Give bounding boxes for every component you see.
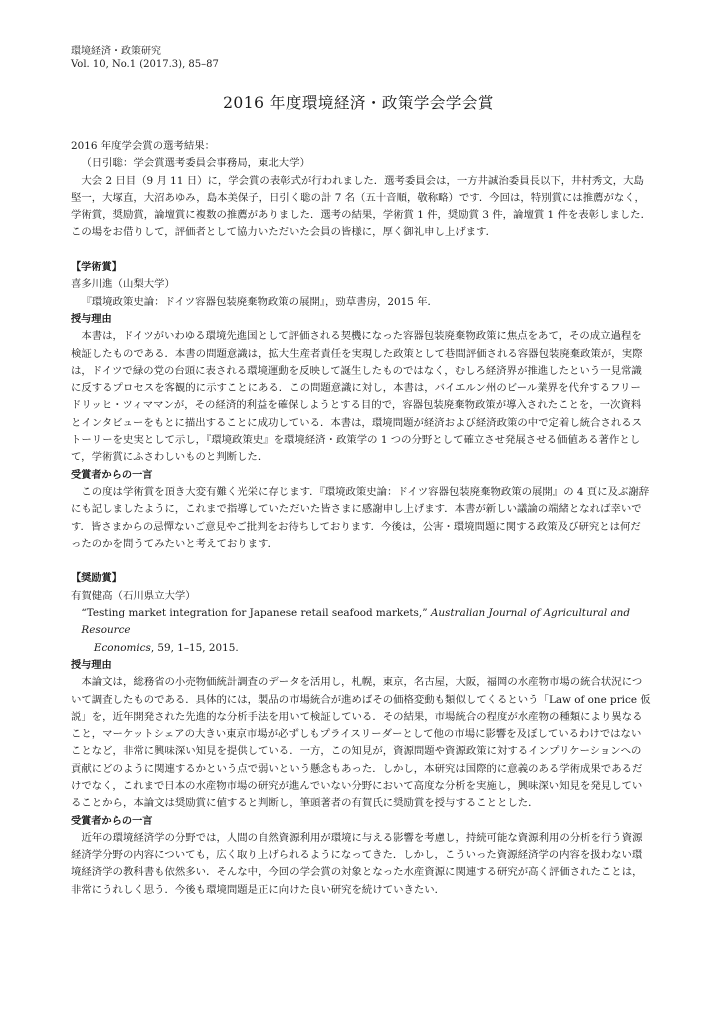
journal-name: 環境経済・政策研究 bbox=[71, 46, 161, 57]
reference-title: “Testing market integration for Japanese retail seafood markets,” bbox=[81, 607, 428, 620]
academic-comment-heading: 受賞者からの一言 bbox=[71, 469, 153, 481]
volume-info: Vol. 10, No.1 (2017.3), 85–87 bbox=[71, 59, 219, 70]
article-body bbox=[71, 138, 651, 899]
intro-paragraph: 大会 2 日目（9 月 11 日）に，学会賞の表彰式が行われました．選考委員会は，一方井誠治委員長以下，井村秀文，大島堅一，大塚直，大沼あゆみ，島本美保子，日引く聡の計 7 名（五十音順，敬称略）です．今回は，特別賞には推薦がなく，学術賞，奨励賞，論壇賞に複数の推薦がありました．選考の結果，学術賞 1 件，奨励賞 3 件，論壇賞 1 件を表彰しました．この場をお借りして，評価者として協力いただいた会員の皆様に，厚く御礼申し上げます． bbox=[71, 174, 651, 239]
page-title: 2016 年度環境経済・政策学会学会賞 bbox=[223, 94, 494, 112]
encouragement-award-winner: 有賀健高（石川県立大学） bbox=[71, 589, 196, 602]
reference-details: , 59, 1–15, 2015. bbox=[150, 641, 239, 654]
academic-reason-heading: 授与理由 bbox=[71, 313, 112, 325]
encouragement-comment-text: 近年の環境経済学の分野では，人間の自然資源利用が環境に与える影響を考慮し，持続可能な資源利用の分析を行う資源経済学分野の内容についても，広く取り上げられるようになってきた．しかし，こういった資源経済学の内容を扱わない環境経済学の教科書も依然多い．そんな中，今回の学会賞の対象となった水産資源に関連する研究が高く評価されたことは，非常にうれしく思う．今後も環境問題是正に向けた良い研究を続けていきたい． bbox=[71, 831, 643, 896]
intro-line: 2016 年度学会賞の選考結果： bbox=[71, 140, 216, 152]
academic-award-work: 『環境政策史論：ドイツ容器包装廃棄物政策の展開』，勁草書房，2015 年． bbox=[81, 295, 438, 308]
reference-journal: Australian Journal of Agricultural and Resource bbox=[81, 607, 631, 637]
academic-reason-text: 本書は，ドイツがいわゆる環境先進国として評価される契機になった容器包装廃棄物政策に焦点をあて，その成立過程を検証したものである．本書の問題意識は，拡大生産者責任を実現した政策として巷間評価される容器包装廃棄政策が，実際は，ドイツで緑の党の台頭に表される環境運動を反映して誕生したものではなく，むしろ経済界が推進したという一見常識に反するプロセスを客観的に示すことにある．この問題意識に対し，本書は，バイエルン州のビール業界を代弁するフリードリッヒ・ツィママンが，その経済的利益を確保しようとする目的で，容器包装廃棄物政策が導入されたことを，一次資料とインタビューをもとに描出することに成功している．本書は，環境問題が経済および経済政策の中で定着し統合されるストーリーを史実として示し，『環境政策史』を環境経済・政策学の 1 つの分野として確立させ発展させる価値ある著作として，学術賞にふさわしいものと判断した． bbox=[71, 330, 643, 464]
encouragement-reason-heading: 授与理由 bbox=[71, 659, 112, 671]
academic-award-heading: 【学術賞】 bbox=[71, 262, 122, 274]
spacer bbox=[71, 553, 651, 570]
encouragement-reason-text: 本論文は，総務省の小売物価統計調査のデータを活用し，札幌，東京，名古屋，大阪，福岡の水産物市場の統合状況について調査したものである．具体的には，製品の市場統合が進めばその価格変動も類似してくるという「Law of one price 仮説」を，近年開発された先進的な分析手法を用いて検証している．その結果，市場統合の程度が水産物の種類により異なること，マーケットシェアの大きい東京市場が必ずしもプライスリーダーとして他の市場に影響を及ぼしているわけではないことなど，非常に興味深い知見を提供している．一方，この知見が，資源問題や資源政策に対するインプリケーションへの貢献にどのように関連するかという点で弱いという懸念もあった．しかし，本研究は国際的に意義のある学術成果であるだけでなく，これまで日本の水産物市場の研究が進んでいない分野において高度な分析を実施し，興味深い知見を発見していることから，本論文は奨励賞に値すると判断し，筆頭著者の有賀氏に奨励賞を授与することとした． bbox=[71, 676, 651, 810]
academic-award-winner: 喜多川進（山梨大学） bbox=[71, 278, 175, 291]
intro-committee: （日引聡：学会賞選考委員会事務局，東北大学） bbox=[81, 157, 310, 170]
reference-journal-cont: Economics bbox=[93, 641, 151, 654]
encouragement-award-reference-cont bbox=[71, 640, 651, 657]
encouragement-award-reference bbox=[71, 605, 651, 640]
spacer bbox=[71, 242, 651, 259]
encouragement-award-heading: 【奨励賞】 bbox=[71, 573, 122, 585]
academic-comment-text: この度は学術賞を頂き大変有難く光栄に存じます．『環境政策史論：ドイツ容器包装廃棄物政策の展開』の 4 頁に及ぶ謝辞にも記しましたように，これまで指導していただいた皆さまに感謝申し上げます．本書が新しい議論の端緒となれば幸いです．皆さまからの忌憚ないご意見やご批判をお待ちしております．今後は，公害・環境問題に関する政策及び研究とは何だったのかを問うてみたいと考えております． bbox=[71, 485, 650, 550]
encouragement-comment-heading: 受賞者からの一言 bbox=[71, 815, 153, 827]
running-head bbox=[71, 45, 219, 71]
